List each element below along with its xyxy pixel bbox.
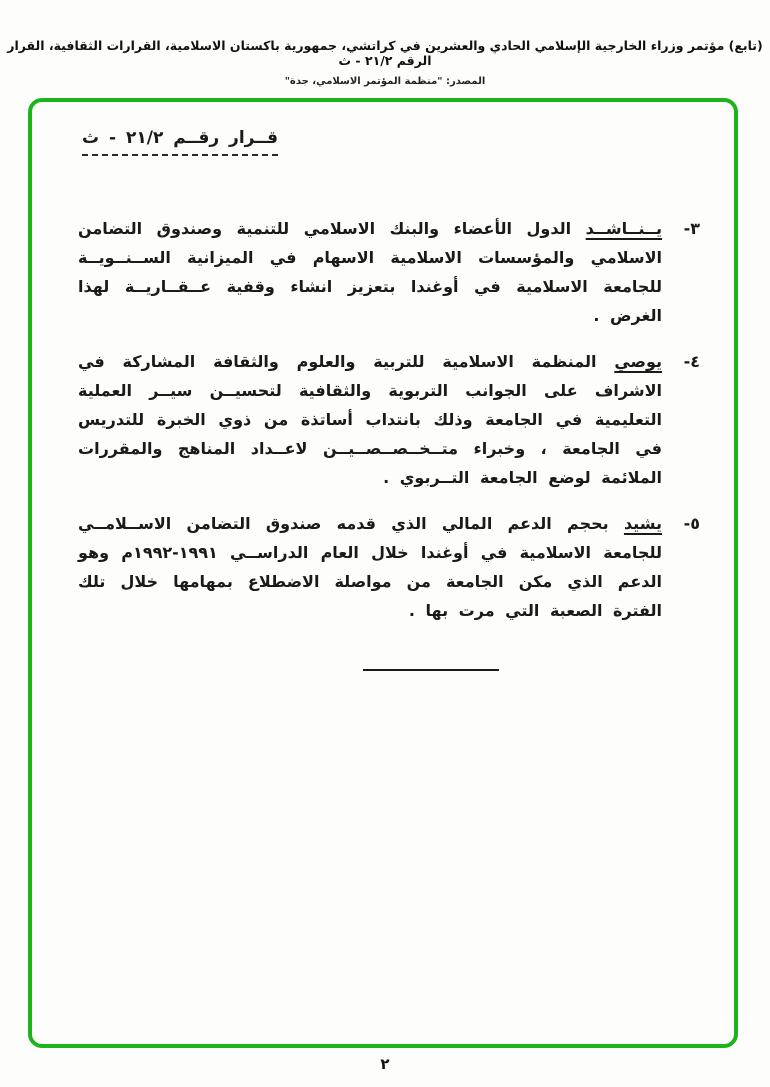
item-text: [72, 214, 662, 330]
item-number: ٣-: [683, 219, 700, 238]
item-lead-word: يشيد: [623, 514, 662, 533]
header-citation-line: (تابع) مؤتمر وزراء الخارجية الإسلامي الحادي والعشرين في كراتشي، جمهورية باكستان الاسلامية، القرارات الثقافية، القرار الرقم ٢١/٢ - ث: [7, 38, 763, 68]
item-number: ٥-: [683, 514, 700, 533]
resolution-items: [72, 214, 700, 671]
item-lead-word: يــنــاشــد: [585, 219, 663, 238]
item-body: بحجم الدعم المالي الذي قدمه صندوق التضامن الاســلامــي للجامعة الاسلامية في أوغندا خلال العام الدراســي ١٩٩١-١٩٩٢م وهو الدعم الذي مكن الجامعة من مواصلة الاضطلاع بمهامها خلال تلك الفترة الصعبة التي مرت بها .: [78, 514, 662, 620]
item-body: الدول الأعضاء والبنك الاسلامي للتنمية وصندوق التضامن الاسلامي والمؤسسات الاسلامية الاسهام في الميزانية الســنــويــة للجامعة الاسلامية في أوغندا بتعزيز انشاء وقفية عــقــاريــة لهذا الغرض .: [78, 219, 662, 325]
page-header: [0, 38, 770, 87]
item-text: [72, 509, 662, 625]
item-text: [72, 347, 662, 492]
resolution-item-5: [72, 509, 700, 625]
separator-line: [363, 669, 499, 671]
page-number: ٢: [380, 1055, 390, 1073]
resolution-item-4: [72, 347, 700, 492]
item-lead-word: يوصي: [614, 352, 662, 371]
document-frame: [28, 98, 738, 1048]
resolution-title: قــرار رقــم ٢١/٢ - ث: [82, 128, 278, 156]
item-number: ٤-: [683, 352, 700, 371]
resolution-item-3: [72, 214, 700, 330]
item-body: المنظمة الاسلامية للتربية والعلوم والثقافة المشاركة في الاشراف على الجوانب التربوية والثقافية لتحسيــن سيــر العملية التعليمية في الجامعة وذلك بانتداب أساتذة من ذوي الخبرة للتدريس في الجامعة ، وخبراء متــخــصــصــيــن لاعــداد المناهج والمقررات الملائمة لوضع الجامعة التــربوي .: [78, 352, 662, 487]
header-source-line: المصدر: "منظمة المؤتمر الاسلامي، جدة": [284, 76, 486, 87]
